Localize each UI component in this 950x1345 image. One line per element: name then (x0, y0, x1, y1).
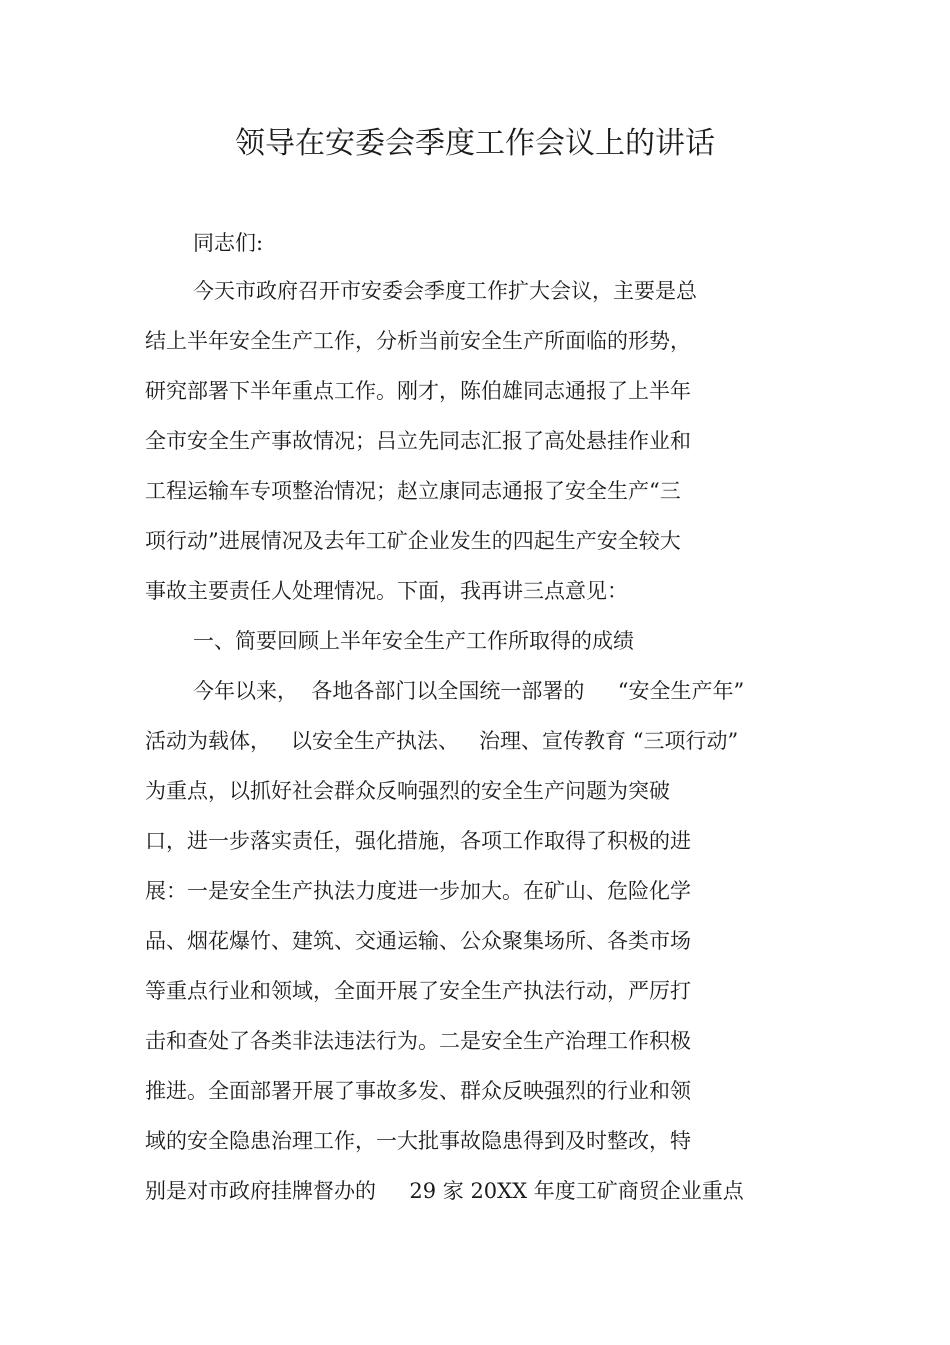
section-heading: 一、简要回顾上半年安全生产工作所取得的成绩 (193, 629, 634, 653)
paragraph-line: 推进。全面部署开展了事故多发、群众反映强烈的行业和领 (145, 1079, 691, 1103)
paragraph-line: 今年以来， 各地各部门以全国统一部署的 “安全生产年” (193, 679, 745, 703)
paragraph-line: 今天市政府召开市安委会季度工作扩大会议，主要是总 (193, 279, 697, 303)
paragraph-line: 别是对市政府挂牌督办的 29 家 20XX 年度工矿商贸企业重点 (145, 1179, 744, 1203)
salutation: 同志们: (193, 231, 264, 255)
paragraph-line: 活动为载体， 以安全生产执法、 治理、宣传教育 “三项行动” (145, 729, 739, 753)
paragraph-line: 研究部署下半年重点工作。刚才，陈伯雄同志通报了上半年 (145, 379, 691, 403)
paragraph-line: 全市安全生产事故情况；吕立先同志汇报了高处悬挂作业和 (145, 429, 691, 453)
paragraph-line: 结上半年安全生产工作，分析当前安全生产所面临的形势， (145, 329, 691, 353)
paragraph-line: 口，进一步落实责任，强化措施，各项工作取得了积极的进 (145, 829, 691, 853)
page-title: 领导在安委会季度工作会议上的讲话 (235, 126, 715, 161)
paragraph-line: 项行动”进展情况及去年工矿企业发生的四起生产安全较大 (145, 529, 681, 553)
paragraph-line: 工程运输车专项整治情况；赵立康同志通报了安全生产“三 (145, 479, 681, 503)
paragraph-line: 展：一是安全生产执法力度进一步加大。在矿山、危险化学 (145, 879, 691, 903)
paragraph-line: 等重点行业和领域，全面开展了安全生产执法行动，严厉打 (145, 979, 691, 1003)
paragraph-line: 事故主要责任人处理情况。下面，我再讲三点意见： (145, 579, 628, 603)
paragraph-line: 为重点，以抓好社会群众反响强烈的安全生产问题为突破 (145, 779, 670, 803)
paragraph-line: 域的安全隐患治理工作，一大批事故隐患得到及时整改，特 (145, 1129, 691, 1153)
paragraph-line: 击和查处了各类非法违法行为。二是安全生产治理工作积极 (145, 1029, 691, 1053)
paragraph-line: 品、烟花爆竹、建筑、交通运输、公众聚集场所、各类市场 (145, 929, 691, 953)
